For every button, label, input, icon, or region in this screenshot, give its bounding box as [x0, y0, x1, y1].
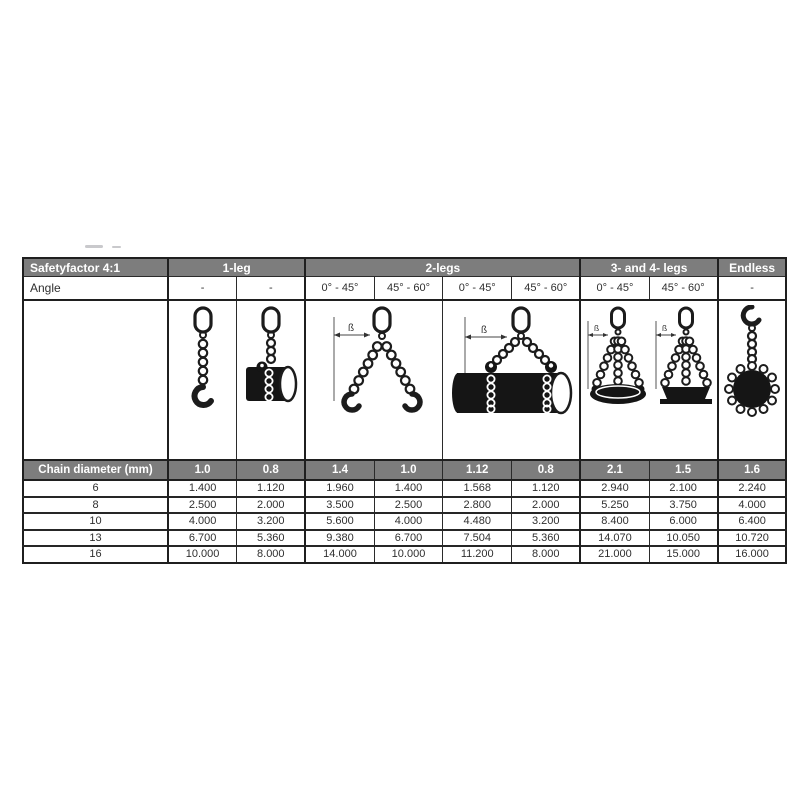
capacity-cell: 8.400	[580, 513, 649, 530]
capacity-cell: 1.568	[443, 480, 512, 497]
artifact-mark	[112, 246, 121, 248]
diameter-cell: 2.1	[580, 460, 649, 480]
chain-diameter-row	[23, 460, 786, 480]
table-title-cell: Safetyfactor 4:1	[23, 258, 168, 277]
angle-row-label: Angle	[23, 277, 168, 301]
angle-symbol: ß	[662, 323, 668, 333]
row-diameter-cell: 13	[23, 530, 168, 547]
diameter-cell: 1.6	[718, 460, 787, 480]
capacity-cell: 1.120	[237, 480, 306, 497]
capacity-cell: 16.000	[718, 546, 787, 563]
group-header-endless: Endless	[718, 258, 787, 277]
four-leg-sling-plate-icon	[650, 305, 716, 423]
capacity-cell: 1.400	[168, 480, 237, 497]
row-diameter-cell: 10	[23, 513, 168, 530]
capacity-cell: 4.000	[718, 497, 787, 514]
capacity-cell: 8.000	[237, 546, 306, 563]
capacity-cell: 4.000	[168, 513, 237, 530]
diameter-cell: 1.0	[374, 460, 443, 480]
capacity-cell: 2.000	[237, 497, 306, 514]
artifact-mark	[85, 245, 103, 248]
angle-symbol: ß	[594, 323, 600, 333]
diameter-cell: 0.8	[237, 460, 306, 480]
single-leg-sling-icon	[172, 305, 234, 423]
chain-diameter-label: Chain diameter (mm)	[23, 460, 168, 480]
capacity-cell: 2.240	[718, 480, 787, 497]
illustration-cell	[237, 300, 306, 460]
angle-cell: 0° - 45°	[580, 277, 649, 301]
angle-cell: 45° - 60°	[374, 277, 443, 301]
capacity-cell: 7.504	[443, 530, 512, 547]
illustration-cell	[305, 300, 443, 460]
capacity-cell: 1.120	[512, 480, 581, 497]
capacity-cell: 3.200	[512, 513, 581, 530]
capacity-cell: 6.000	[649, 513, 718, 530]
capacity-cell: 15.000	[649, 546, 718, 563]
capacity-cell: 2.940	[580, 480, 649, 497]
capacity-cell: 11.200	[443, 546, 512, 563]
capacity-cell: 2.800	[443, 497, 512, 514]
group-header-1-leg: 1-leg	[168, 258, 305, 277]
illustration-cell	[443, 300, 581, 460]
safety-factor-table	[22, 257, 787, 564]
table-row	[23, 546, 786, 563]
header-row	[23, 258, 786, 277]
capacity-cell: 5.360	[237, 530, 306, 547]
capacity-cell: 3.200	[237, 513, 306, 530]
angle-row	[23, 277, 786, 301]
two-leg-sling-icon	[306, 305, 442, 423]
capacity-cell: 6.700	[168, 530, 237, 547]
diameter-cell: 1.4	[305, 460, 374, 480]
row-diameter-cell: 8	[23, 497, 168, 514]
diameter-cell: 0.8	[512, 460, 581, 480]
row-diameter-cell: 16	[23, 546, 168, 563]
capacity-cell: 3.500	[305, 497, 374, 514]
sling-capacity-table	[22, 257, 787, 564]
plate-load	[662, 387, 710, 399]
capacity-cell: 6.400	[718, 513, 787, 530]
hook-icon	[743, 307, 759, 324]
capacity-cell: 14.070	[580, 530, 649, 547]
table-row	[23, 480, 786, 497]
capacity-cell: 10.050	[649, 530, 718, 547]
angle-cell: -	[168, 277, 237, 301]
capacity-cell: 10.000	[168, 546, 237, 563]
capacity-cell: 2.100	[649, 480, 718, 497]
capacity-cell: 3.750	[649, 497, 718, 514]
illustration-cell	[718, 300, 787, 460]
diameter-cell: 1.12	[443, 460, 512, 480]
capacity-cell: 4.480	[443, 513, 512, 530]
capacity-cell: 2.500	[168, 497, 237, 514]
angle-cell: -	[718, 277, 787, 301]
angle-cell: 0° - 45°	[305, 277, 374, 301]
diameter-cell: 1.0	[168, 460, 237, 480]
table-row	[23, 513, 786, 530]
capacity-cell: 9.380	[305, 530, 374, 547]
capacity-cell: 5.250	[580, 497, 649, 514]
hook-icon	[194, 387, 210, 405]
capacity-cell: 1.400	[374, 480, 443, 497]
group-header-2-legs: 2-legs	[305, 258, 580, 277]
empty-cell	[23, 300, 168, 460]
angle-symbol: ß	[481, 325, 488, 336]
hook-icon	[405, 394, 420, 410]
illustration-row	[23, 300, 786, 460]
capacity-cell: 2.500	[374, 497, 443, 514]
row-diameter-cell: 6	[23, 480, 168, 497]
angle-symbol: ß	[348, 323, 355, 334]
group-header-3-4-legs: 3- and 4- legs	[580, 258, 717, 277]
capacity-cell: 1.960	[305, 480, 374, 497]
capacity-cell: 5.600	[305, 513, 374, 530]
single-leg-choke-icon	[240, 305, 302, 423]
capacity-cell: 8.000	[512, 546, 581, 563]
capacity-cell: 6.700	[374, 530, 443, 547]
hook-icon	[344, 394, 359, 410]
capacity-cell: 5.360	[512, 530, 581, 547]
illustration-cell	[168, 300, 237, 460]
capacity-cell: 10.000	[374, 546, 443, 563]
endless-chain-icon	[721, 305, 783, 423]
two-leg-choke-cylinder-icon	[443, 305, 579, 423]
angle-cell: -	[237, 277, 306, 301]
capacity-cell: 21.000	[580, 546, 649, 563]
three-leg-sling-dish-icon	[582, 305, 648, 423]
capacity-cell: 2.000	[512, 497, 581, 514]
load-blob	[733, 370, 771, 408]
capacity-cell: 10.720	[718, 530, 787, 547]
illustration-cell	[580, 300, 717, 460]
table-row	[23, 530, 786, 547]
diameter-cell: 1.5	[649, 460, 718, 480]
capacity-cell: 14.000	[305, 546, 374, 563]
angle-cell: 0° - 45°	[443, 277, 512, 301]
capacity-cell: 4.000	[374, 513, 443, 530]
angle-cell: 45° - 60°	[649, 277, 718, 301]
angle-cell: 45° - 60°	[512, 277, 581, 301]
table-row	[23, 497, 786, 514]
